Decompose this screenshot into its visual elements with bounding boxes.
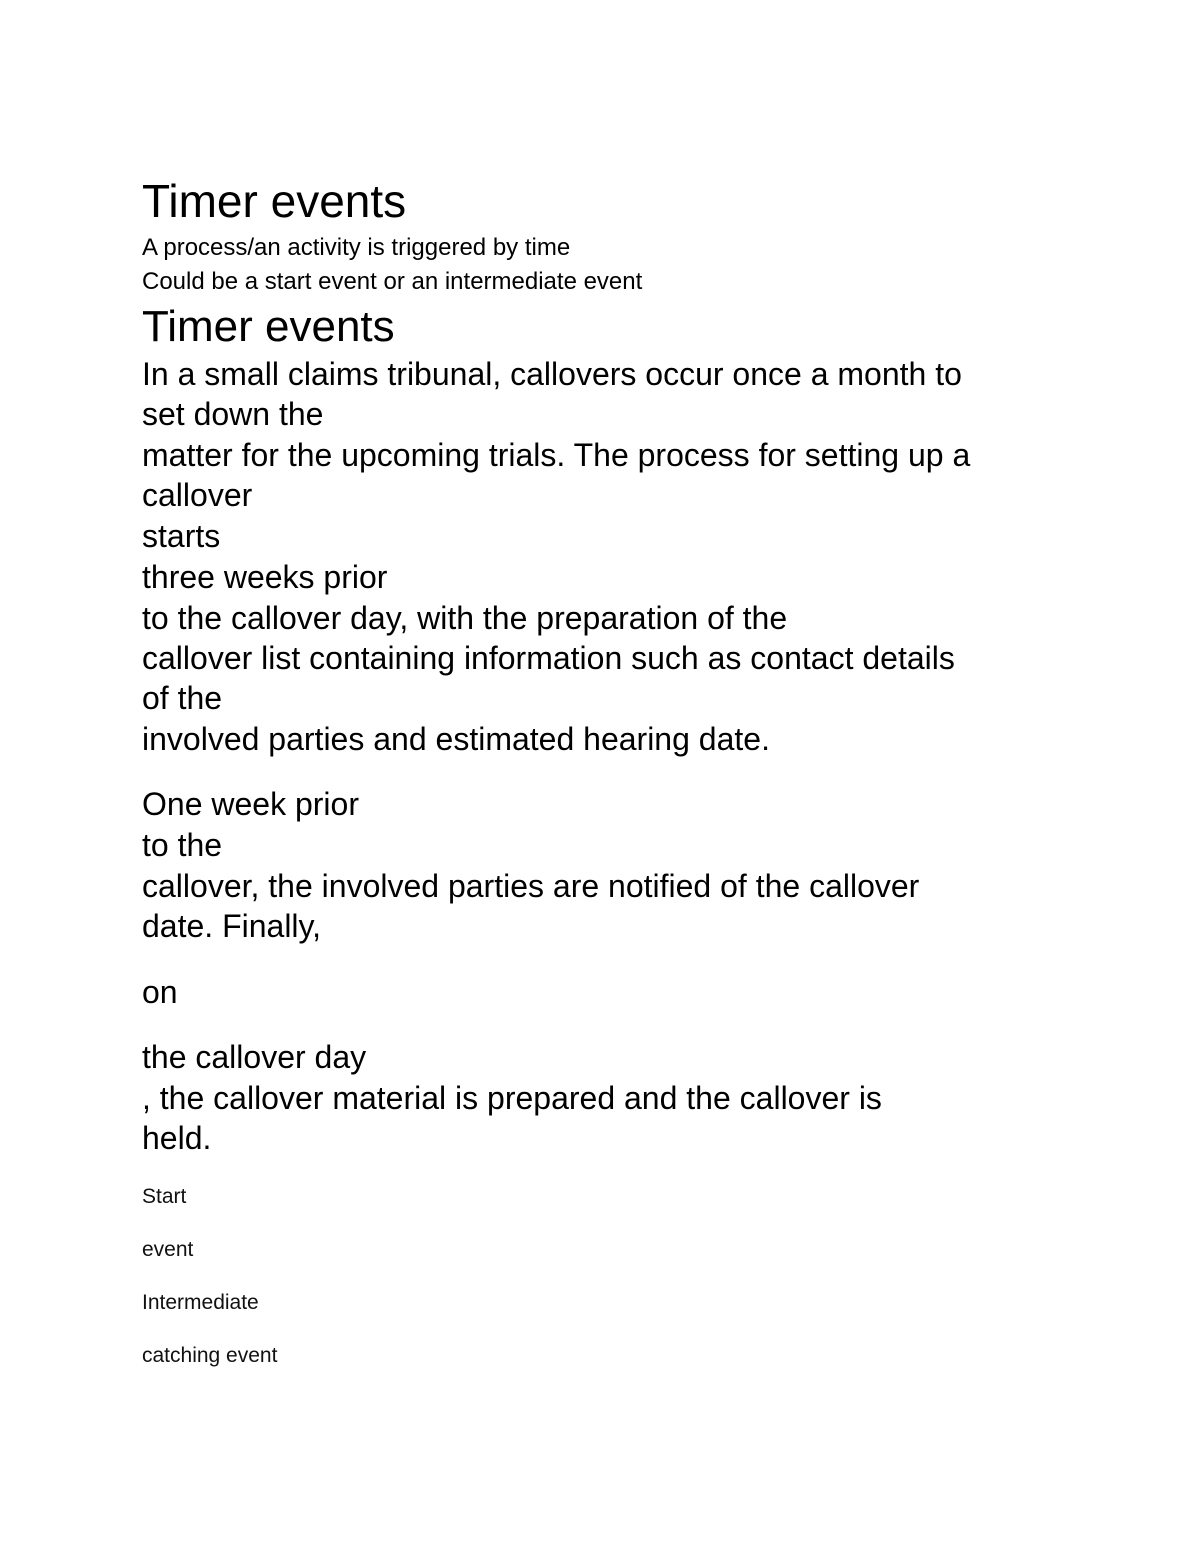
paragraph-line: callover, the involved parties are notified of the callover: [142, 868, 920, 904]
page-title: Timer events: [142, 175, 407, 227]
paragraph-line: on: [142, 974, 178, 1010]
paragraph-line: callover: [142, 477, 253, 513]
diagram-label: event: [142, 1238, 194, 1261]
paragraph-line: the callover day: [142, 1039, 367, 1075]
paragraph-line: involved parties and estimated hearing date.: [142, 721, 770, 757]
paragraph-line: , the callover material is prepared and the callover is: [142, 1080, 882, 1116]
paragraph-line: held.: [142, 1120, 212, 1156]
paragraph-line: starts: [142, 518, 221, 554]
section-heading: Timer events: [142, 302, 395, 351]
intro-line: A process/an activity is triggered by time: [142, 234, 571, 261]
paragraph-line: matter for the upcoming trials. The process for setting up a: [142, 437, 971, 473]
intro-line: Could be a start event or an intermediate event: [142, 268, 643, 295]
paragraph-line: callover list containing information such as contact details: [142, 640, 955, 676]
paragraph-line: One week prior: [142, 786, 359, 822]
paragraph-line: In a small claims tribunal, callovers occur once a month to: [142, 356, 962, 392]
diagram-label: catching event: [142, 1344, 278, 1367]
paragraph-line: three weeks prior: [142, 559, 388, 595]
paragraph-line: to the callover day, with the preparation of the: [142, 600, 788, 636]
paragraph-line: of the: [142, 680, 223, 716]
paragraph-line: to the: [142, 827, 223, 863]
paragraph-line: date. Finally,: [142, 908, 322, 944]
diagram-label: Start: [142, 1185, 187, 1208]
diagram-label: Intermediate: [142, 1291, 259, 1314]
paragraph-line: set down the: [142, 396, 324, 432]
